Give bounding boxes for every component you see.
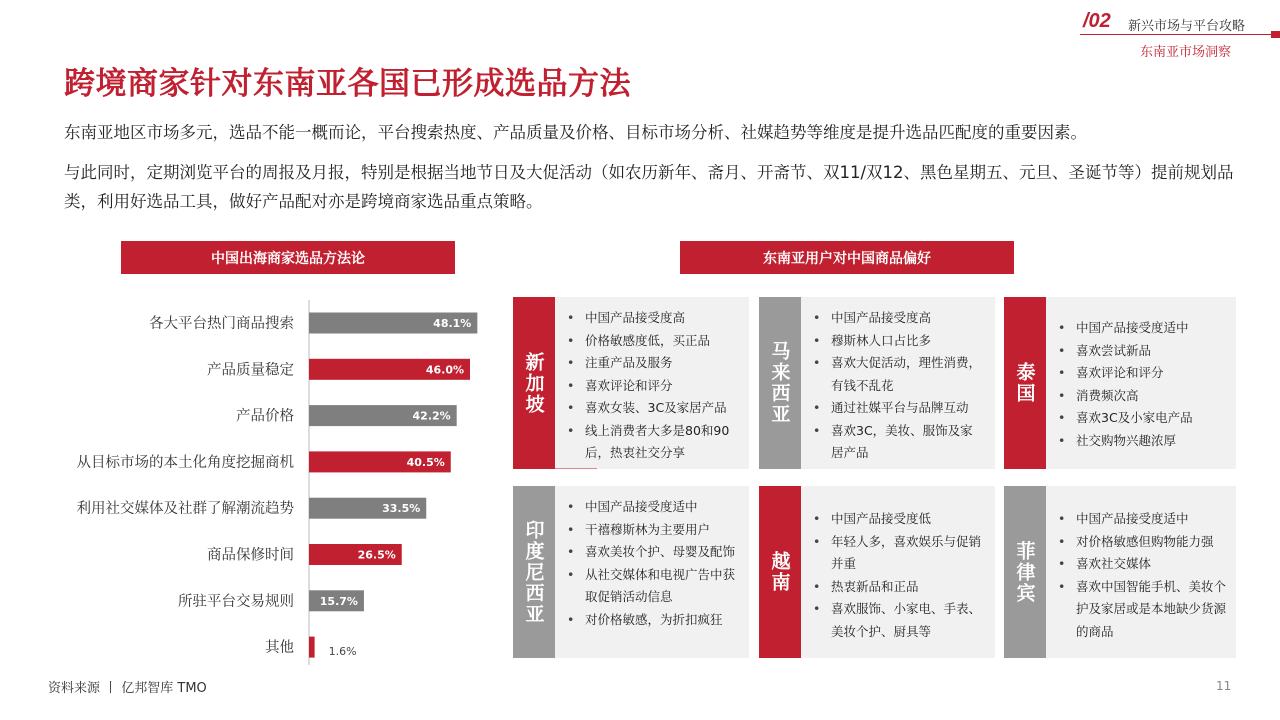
list-item: • 喜欢尝试新品 [1058, 340, 1226, 363]
list-item: • 喜欢3C，美妆、服饰及家居产品 [813, 420, 985, 465]
data-label: 15.7% [319, 594, 358, 608]
list-item: • 干禧穆斯林为主要用户 [567, 519, 739, 542]
preference-list [813, 307, 985, 465]
country-card-philippines [1004, 486, 1236, 658]
country-label: 马来西亚 [759, 297, 801, 469]
preference-list [567, 307, 739, 465]
section-subtitle: 东南亚市场洞察 [1140, 45, 1232, 60]
card-divider [553, 468, 597, 469]
country-label: 新加坡 [513, 297, 555, 469]
list-item: • 中国产品接受度低 [813, 508, 985, 531]
data-label: 33.5% [382, 502, 421, 516]
data-label: 42.2% [412, 409, 451, 423]
list-item: • 喜欢中国智能手机、美妆个护及家居或是本地缺少货源的商品 [1058, 576, 1226, 644]
preference-list [1058, 508, 1226, 643]
preference-list [567, 496, 739, 631]
intro-paragraph-2: 与此同时，定期浏览平台的周报及月报，特别是根据当地节日及大促活动（如农历新年、斋月、开斋节、双11/双12、黑色星期五、元旦、圣诞节等）提前规划品类，利用好选品工具，做好产品配对亦是跨境商家选品重点策略。 [64, 163, 1234, 211]
list-item: • 中国产品接受度适中 [567, 496, 739, 519]
list-item: • 喜欢大促活动，理性消费，有钱不乱花 [813, 352, 985, 397]
list-item: • 喜欢评论和评分 [567, 375, 739, 398]
header-divider [1080, 34, 1272, 35]
list-item: • 中国产品接受度适中 [1058, 508, 1226, 531]
data-label: 1.6% [328, 645, 357, 659]
list-item: • 喜欢社交媒体 [1058, 553, 1226, 576]
country-label: 印度尼西亚 [513, 486, 555, 658]
list-item: • 热衷新品和正品 [813, 576, 985, 599]
list-item: • 社交购物兴趣浓厚 [1058, 430, 1226, 453]
country-card-singapore [513, 297, 749, 469]
list-item: • 年轻人多，喜欢娱乐与促销并重 [813, 531, 985, 576]
page-number: 11 [1216, 679, 1232, 693]
preference-list [813, 508, 985, 643]
list-item: • 从社交媒体和电视广告中获取促销活动信息 [567, 564, 739, 609]
list-item: • 穆斯林人口占比多 [813, 330, 985, 353]
header-accent [1271, 31, 1280, 38]
list-item: • 价格敏感度低，买正品 [567, 330, 739, 353]
list-item: • 线上消费者大多是80和90后，热衷社交分享 [567, 420, 739, 465]
preference-list [1058, 317, 1226, 452]
list-item: • 对价格敏感，为折扣疯狂 [567, 609, 739, 632]
preference-section-title: 东南亚用户对中国商品偏好 [680, 241, 1014, 274]
section-title: 新兴市场与平台攻略 [1128, 19, 1246, 34]
list-item: • 中国产品接受度高 [567, 307, 739, 330]
list-item: • 喜欢美妆个护、母婴及配饰 [567, 541, 739, 564]
data-label: 40.5% [406, 455, 445, 469]
list-item: • 喜欢服饰、小家电、手表、美妆个护、厨具等 [813, 598, 985, 643]
intro-paragraph-1: 东南亚地区市场多元，选品不能一概而论，平台搜索热度、产品质量及价格、目标市场分析、社媒趋势等维度是提升选品匹配度的重要因素。 [64, 123, 1087, 142]
source-note: 资料来源 丨 亿邦智库 TMO [48, 681, 207, 696]
country-card-thailand [1004, 297, 1236, 469]
list-item: • 喜欢3C及小家电产品 [1058, 407, 1226, 430]
data-label: 48.1% [433, 317, 472, 330]
list-item: • 通过社媒平台与品牌互动 [813, 397, 985, 420]
category-label: 商品保修时间 [207, 547, 294, 564]
category-label: 产品价格 [236, 408, 294, 425]
bar [309, 637, 315, 658]
country-card-vietnam [759, 486, 995, 658]
chart-section-title: 中国出海商家选品方法论 [121, 241, 455, 274]
category-label: 各大平台热门商品搜索 [149, 316, 294, 332]
page-title: 跨境商家针对东南亚各国已形成选品方法 [64, 66, 631, 102]
category-label: 从目标市场的本土化角度挖掘商机 [76, 454, 294, 471]
list-item: • 对价格敏感但购物能力强 [1058, 531, 1226, 554]
data-label: 26.5% [357, 548, 396, 562]
category-label: 利用社交媒体及社群了解潮流趋势 [76, 501, 294, 518]
category-label: 所驻平台交易规则 [178, 593, 294, 610]
country-label: 泰国 [1004, 297, 1046, 469]
country-label: 越南 [759, 486, 801, 658]
category-label: 产品质量稳定 [207, 362, 294, 379]
list-item: • 中国产品接受度高 [813, 307, 985, 330]
list-item: • 喜欢评论和评分 [1058, 362, 1226, 385]
list-item: • 中国产品接受度适中 [1058, 317, 1226, 340]
data-label: 46.0% [425, 363, 464, 377]
section-number: /02 [1083, 10, 1111, 32]
country-card-malaysia [759, 297, 995, 469]
country-card-indonesia [513, 486, 749, 658]
category-label: 其他 [265, 640, 294, 657]
list-item: • 注重产品及服务 [567, 352, 739, 375]
list-item: • 喜欢女装、3C及家居产品 [567, 397, 739, 420]
country-label: 菲律宾 [1004, 486, 1046, 658]
selection-method-bar-chart [0, 290, 500, 670]
list-item: • 消费频次高 [1058, 385, 1226, 408]
